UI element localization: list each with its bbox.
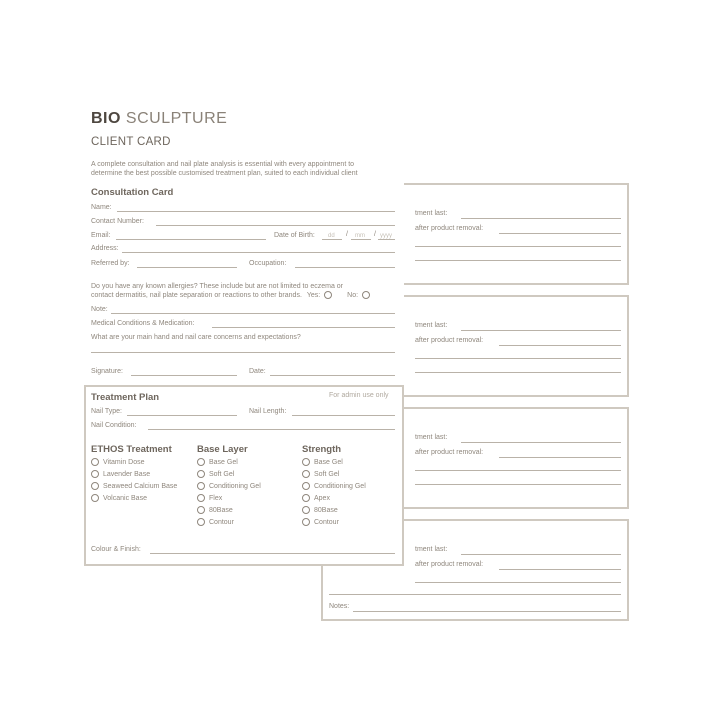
after-removal-label: after product removal: [415,225,484,232]
referred-label: Referred by: [91,260,130,267]
contact-label: Contact Number: [91,218,144,225]
nail-condition-label: Nail Condition: [91,422,137,429]
base-layer-option[interactable]: Conditioning Gel [197,481,261,493]
base-layer-heading: Base Layer [197,444,248,455]
treatment-last-label: tment last: [415,546,448,553]
referred-field[interactable] [137,267,237,268]
treatment-last-label: tment last: [415,322,448,329]
brand-logo: BIO SCULPTURE [91,110,228,127]
signature-label: Signature: [91,368,123,375]
contact-field[interactable] [156,225,395,226]
strength-option[interactable]: Conditioning Gel [302,481,366,493]
treatment-heading: Treatment Plan [91,392,160,403]
colour-finish-field[interactable] [150,553,395,554]
strength-option[interactable]: Contour [302,517,366,529]
dob-month[interactable]: mm [355,233,365,239]
email-label: Email: [91,232,111,239]
colour-finish-label: Colour & Finish: [91,546,141,553]
after-removal-label: after product removal: [415,561,484,568]
treatment-last-label: tment last: [415,434,448,441]
medical-field[interactable] [212,327,395,328]
nail-type-label: Nail Type: [91,408,122,415]
allergy-question: Do you have any known allergies? These include but are not limited to eczema or contact dermatitis, nail plate separation or reactions to other brands. Yes: No: [91,282,374,300]
note-field[interactable] [111,313,395,314]
after-removal-label: after product removal: [415,449,484,456]
base-layer-column [197,444,261,529]
base-layer-option[interactable]: Contour [197,517,261,529]
nail-condition-field[interactable] [148,429,395,430]
strength-option[interactable]: 80Base [302,505,366,517]
note-label: Note: [91,306,108,313]
strength-option[interactable]: Apex [302,493,366,505]
email-field[interactable] [116,239,266,240]
strength-option[interactable]: Base Gel [302,457,366,469]
allergy-yes-radio[interactable] [324,291,332,299]
strength-option[interactable]: Soft Gel [302,469,366,481]
after-removal-label: after product removal: [415,337,484,344]
dob-year[interactable]: yyyy [380,233,392,239]
ethos-heading: ETHOS Treatment [91,444,172,455]
dob-day[interactable]: dd [328,233,335,239]
ethos-option[interactable]: Vitamin Dose [91,457,177,469]
strength-column [302,444,366,529]
concerns-label: What are your main hand and nail care concerns and expectations? [91,334,301,341]
occupation-field[interactable] [295,267,395,268]
page-title: CLIENT CARD [91,136,171,148]
address-label: Address: [91,245,119,252]
medical-label: Medical Conditions & Medication: [91,320,195,327]
allergy-no-radio[interactable] [362,291,370,299]
treatment-last-label: tment last: [415,210,448,217]
occupation-label: Occupation: [249,260,287,267]
name-label: Name: [91,204,112,211]
date-field[interactable] [270,375,395,376]
nail-type-field[interactable] [127,415,237,416]
dob-label: Date of Birth: [274,232,315,239]
base-layer-option[interactable]: Flex [197,493,261,505]
consultation-heading: Consultation Card [91,187,174,198]
signature-field[interactable] [131,375,237,376]
nail-length-field[interactable] [292,415,395,416]
admin-note: For admin use only [329,392,389,399]
ethos-option[interactable]: Lavender Base [91,469,177,481]
concerns-field[interactable] [91,352,395,353]
date-label: Date: [249,368,266,375]
nail-length-label: Nail Length: [249,408,287,415]
base-layer-option[interactable]: 80Base [197,505,261,517]
notes-label: Notes: [329,603,350,610]
ethos-option[interactable]: Volcanic Base [91,493,177,505]
base-layer-option[interactable]: Base Gel [197,457,261,469]
strength-heading: Strength [302,444,342,455]
address-field[interactable] [122,252,395,253]
ethos-column [91,444,177,505]
intro-text: A complete consultation and nail plate analysis is essential with every appointment to determine the best possible customised treatment plan, suited to each individual client [91,161,358,177]
ethos-option[interactable]: Seaweed Calcium Base [91,481,177,493]
name-field[interactable] [117,211,395,212]
base-layer-option[interactable]: Soft Gel [197,469,261,481]
